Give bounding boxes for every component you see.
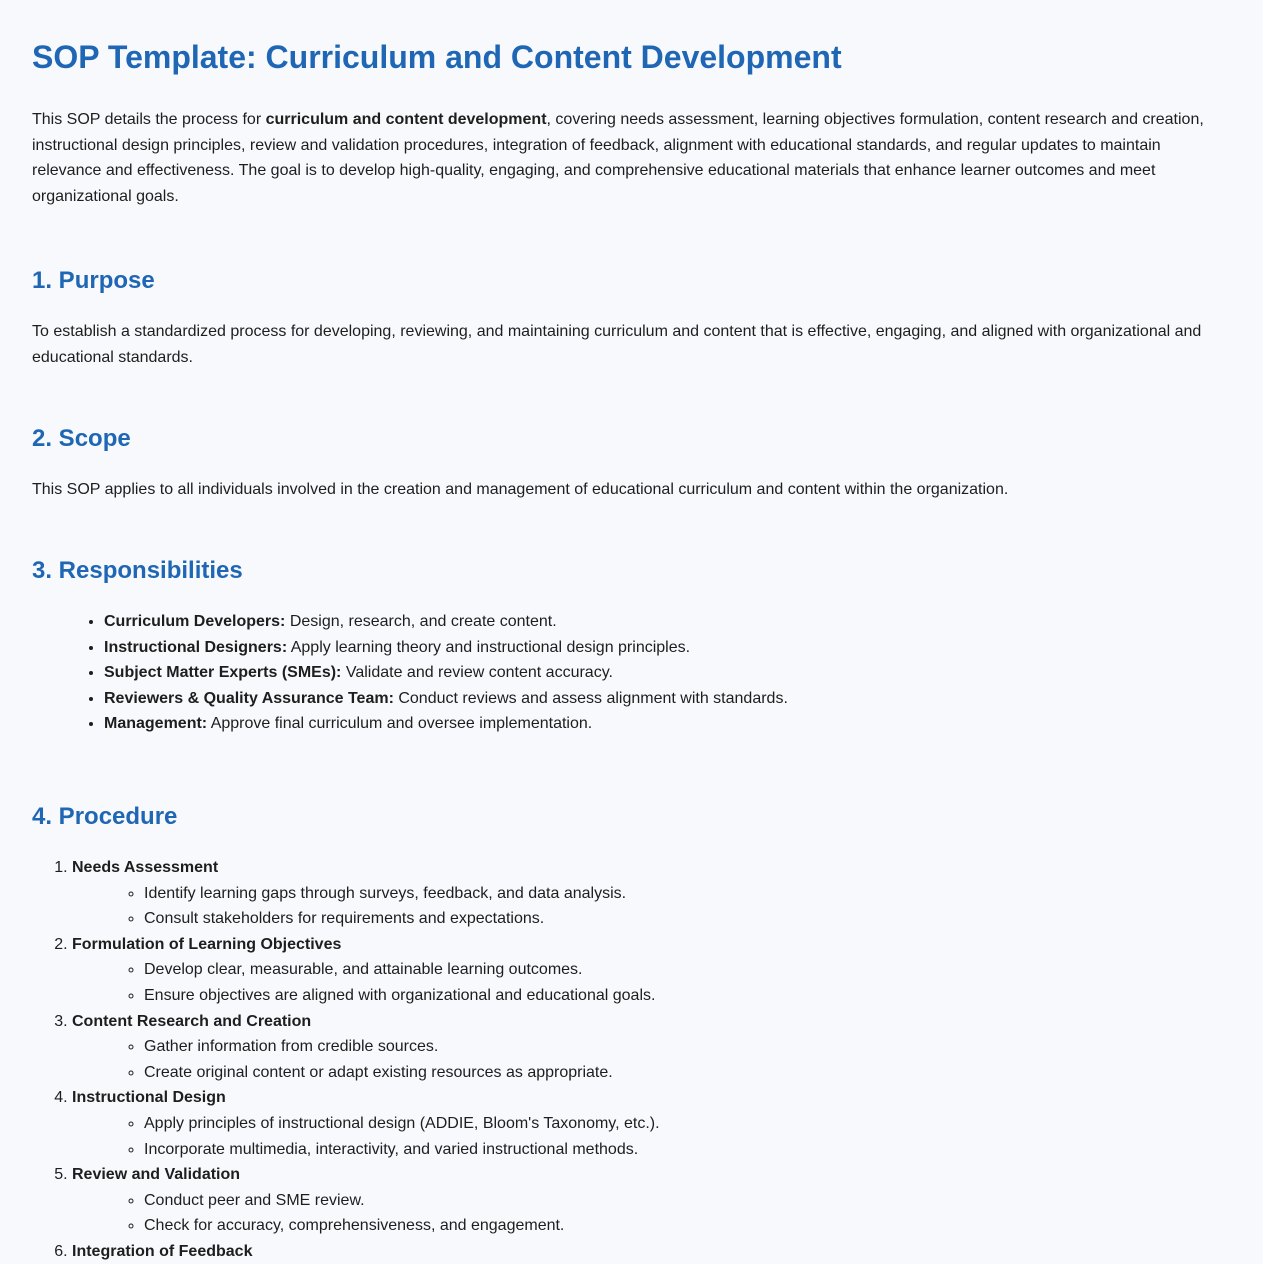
role-description: Conduct reviews and assess alignment with standards. — [393, 689, 788, 707]
scope-text: This SOP applies to all individuals involved in the creation and management of educational curriculum and content within the organization. — [32, 481, 1009, 498]
scope-heading: 2. Scope — [32, 425, 131, 452]
list-item: ◦ Identify learning gaps through surveys, feedback, and data analysis. — [144, 881, 1231, 907]
step-substeps — [72, 1111, 1231, 1162]
role-name: Subject Matter Experts (SMEs): — [104, 664, 342, 682]
step-title: Needs Assessment — [72, 858, 219, 876]
page-title: SOP Template: Curriculum and Content Development — [32, 39, 842, 75]
role-description: Design, research, and create content. — [285, 613, 557, 630]
list-item: ◦ Incorporate multimedia, interactivity, and varied instructional methods. — [144, 1137, 1231, 1163]
list-item: ◦ Develop clear, measurable, and attainable learning outcomes. — [144, 957, 1231, 983]
intro-text-end: , covering needs assessment, learning objectives formulation, content research and creation, instructional design principles, review and validation procedures, integration of feedback, alignment with educational standards, and regular updates to maintain relevance and effectiveness. The goal is to develop high-quality, engaging, and comprehensive educational materials that enhance learner outcomes and meet organizational goals. — [32, 111, 1204, 205]
list-item: ◦ Create original content or adapt existing resources as appropriate. — [144, 1060, 1231, 1086]
procedure-step — [72, 932, 1231, 1009]
role-description: Validate and review content accuracy. — [341, 664, 613, 682]
step-title: Formulation of Learning Objectives — [72, 935, 342, 953]
role-name: Curriculum Developers: — [104, 613, 286, 630]
step-title: Review and Validation — [72, 1166, 241, 1184]
procedure-heading: 4. Procedure — [32, 802, 178, 830]
list-item — [104, 609, 1231, 635]
role-description: Approve final curriculum and oversee implementation. — [207, 715, 593, 733]
responsibilities-heading: 3. Responsibilities — [32, 557, 243, 584]
list-item: ◦ Gather information from credible sources. — [144, 1034, 1231, 1060]
list-item: ◦ Ensure objectives are aligned with organizational and educational goals. — [144, 983, 1231, 1009]
step-substeps — [72, 881, 1231, 932]
responsibilities-list — [32, 609, 1231, 737]
role-description: Apply learning theory and instructional design principles. — [287, 638, 691, 656]
list-item — [104, 686, 1231, 712]
list-item — [104, 711, 1231, 737]
intro-text-start: This SOP details the process for — [32, 111, 266, 128]
list-item: ◦ Conduct peer and SME review. — [144, 1188, 1231, 1214]
intro-paragraph — [32, 107, 1222, 209]
list-item: ◦ Consult stakeholders for requirements and expectations. — [144, 906, 1231, 932]
procedure-step — [72, 1162, 1231, 1239]
procedure-steps — [32, 855, 1231, 1264]
list-item: ◦ Apply principles of instructional design (ADDIE, Bloom's Taxonomy, etc.). — [144, 1111, 1231, 1137]
step-title: Content Research and Creation — [72, 1012, 312, 1030]
role-name: Instructional Designers: — [104, 638, 288, 656]
intro-bold-phrase: curriculum and content development — [265, 111, 547, 128]
step-substeps — [72, 957, 1231, 1008]
step-substeps — [72, 1188, 1231, 1239]
list-item — [104, 635, 1231, 661]
step-title: Instructional Design — [72, 1089, 226, 1107]
procedure-step — [72, 1239, 1231, 1264]
procedure-step — [72, 1085, 1231, 1162]
step-title: Integration of Feedback — [72, 1242, 253, 1260]
role-name: Management: — [104, 715, 208, 733]
procedure-step — [72, 855, 1231, 932]
procedure-step — [72, 1009, 1231, 1086]
step-substeps — [72, 1034, 1231, 1085]
role-name: Reviewers & Quality Assurance Team: — [104, 689, 394, 707]
purpose-text: To establish a standardized process for developing, reviewing, and maintaining curriculum and content that is effective, engaging, and aligned with organizational and educational standards. — [32, 323, 1202, 366]
purpose-heading: 1. Purpose — [32, 267, 155, 294]
list-item: ◦ Check for accuracy, comprehensiveness, and engagement. — [144, 1213, 1231, 1239]
list-item — [104, 660, 1231, 686]
